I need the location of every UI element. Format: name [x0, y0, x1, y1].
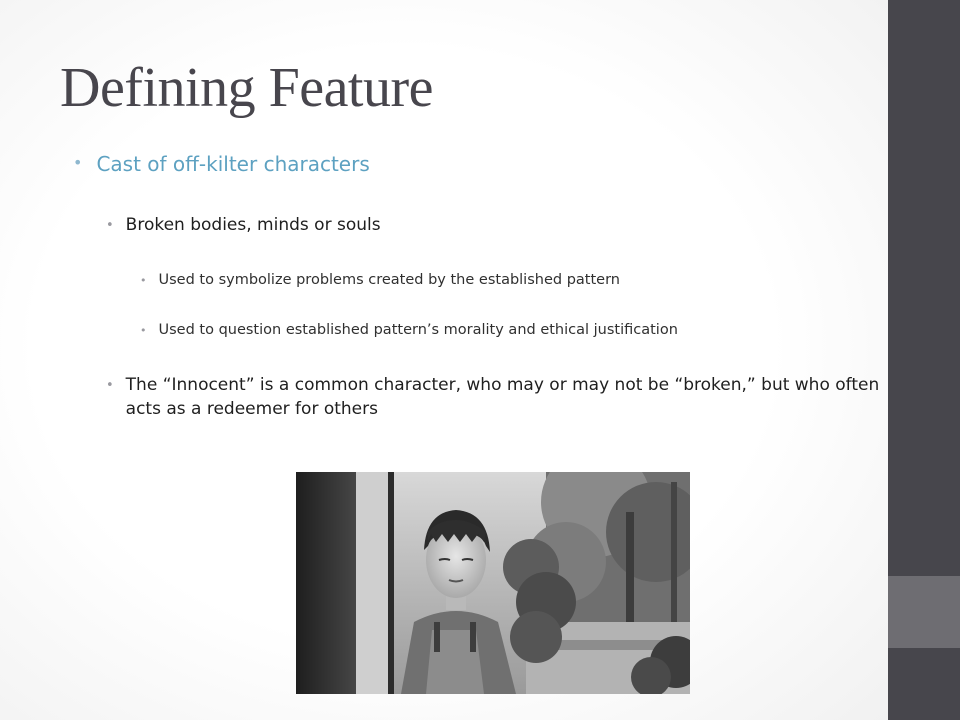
right-sidebar-accent-block: [888, 576, 960, 648]
bullet-text: Cast of off-kilter characters: [96, 152, 370, 176]
bullet-text: Broken bodies, minds or souls: [125, 215, 381, 235]
bullet-text: Used to symbolize problems created by the established pattern: [158, 272, 620, 288]
bullet-dot-icon: •: [106, 218, 114, 233]
bullet-level3-question: [140, 320, 678, 341]
bullet-level1-main: [73, 150, 370, 178]
bullet-dot-icon: •: [140, 274, 147, 287]
bullet-text: Used to question established pattern’s morality and ethical justification: [158, 322, 678, 338]
bullet-dot-icon: •: [106, 378, 114, 393]
slide-title: Defining Feature: [60, 57, 433, 119]
film-still-photo: [296, 472, 690, 694]
bullet-dot-icon: •: [73, 153, 83, 172]
bullet-level2-broken: [106, 214, 381, 238]
bullet-level3-symbolize: [140, 270, 620, 291]
film-still-illustration: [296, 472, 690, 694]
bullet-dot-icon: •: [140, 324, 147, 337]
bullet-text: The “Innocent” is a common character, who may or may not be “broken,” but who often acts as a redeemer for others: [125, 375, 880, 419]
bullet-level2-innocent: [106, 374, 886, 422]
